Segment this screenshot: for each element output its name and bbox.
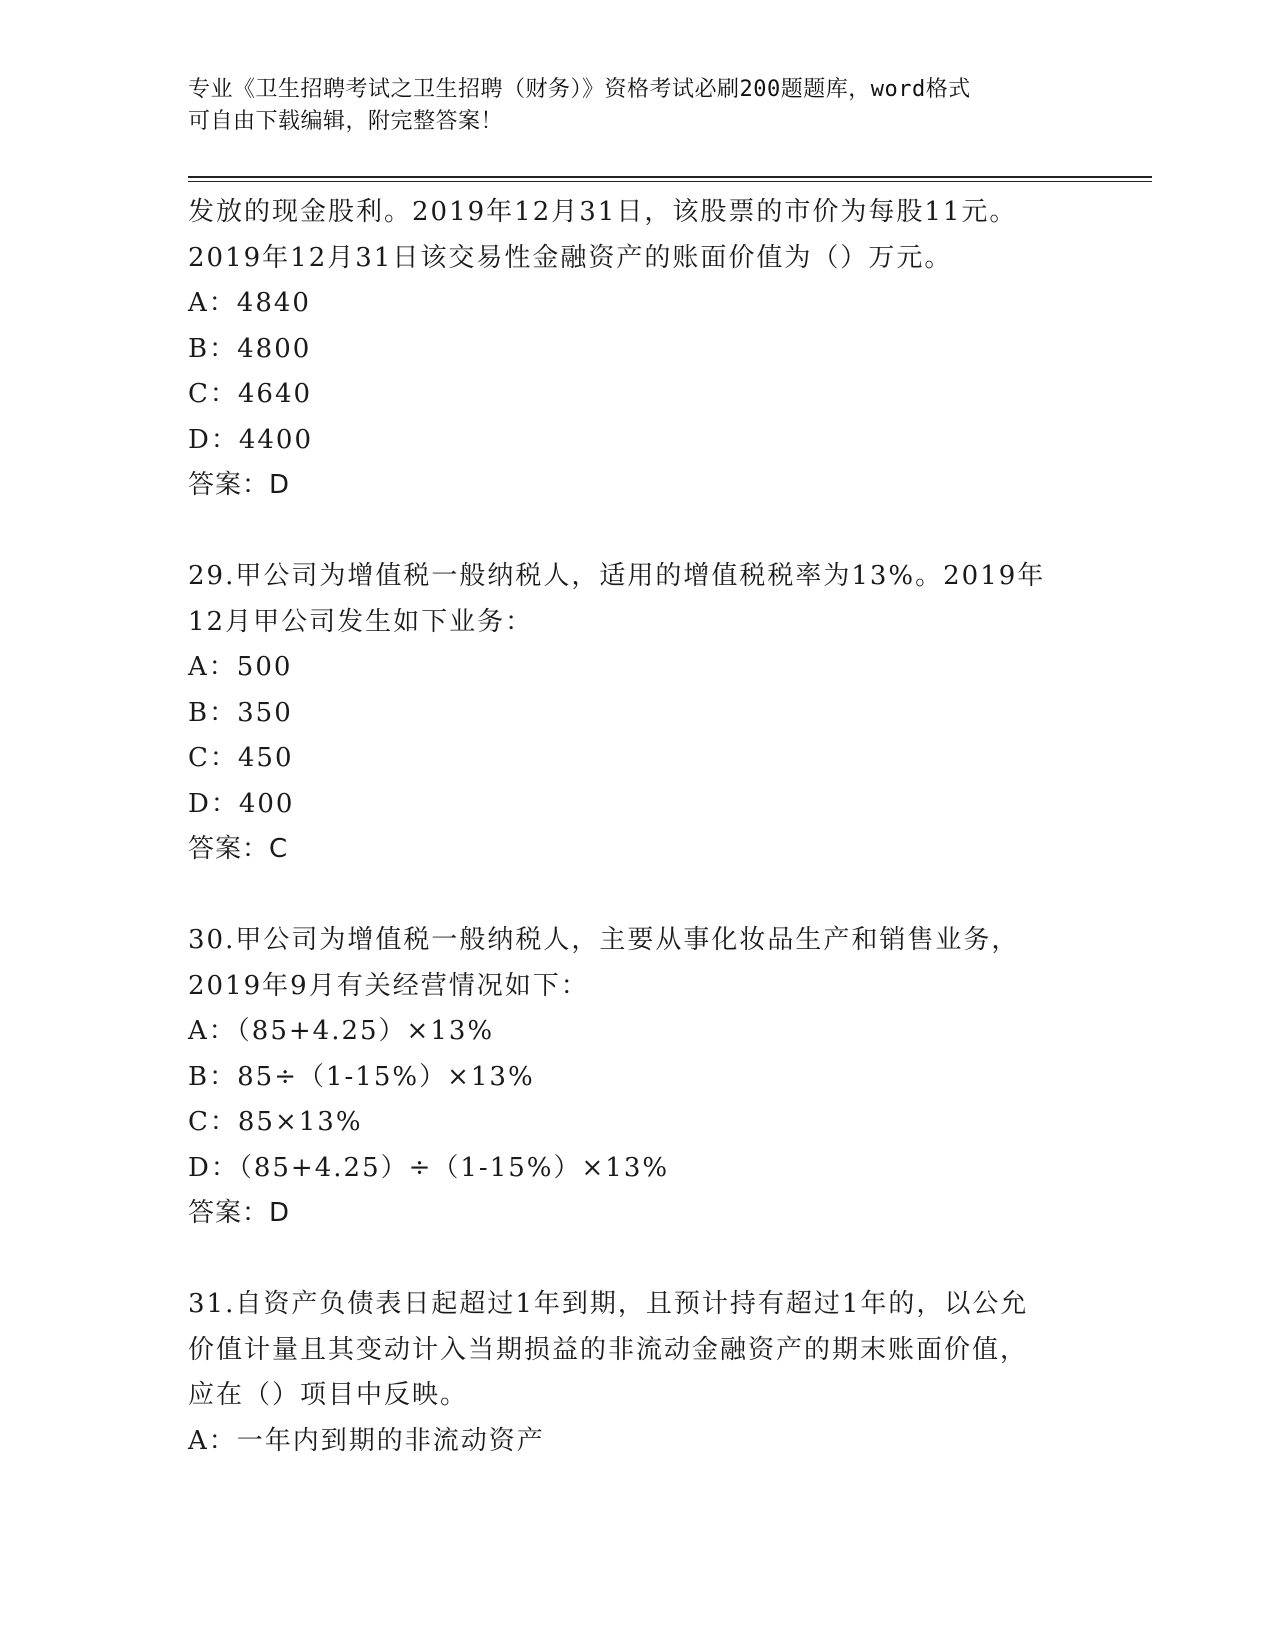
page-header bbox=[188, 74, 1068, 138]
option-d: D：400 bbox=[188, 788, 295, 819]
option-c: C：450 bbox=[188, 743, 294, 773]
question-stem-line: 2019年12月31日该交易性金融资产的账面价值为（）万元。 bbox=[188, 242, 953, 273]
option-d: D：（85+4.25）÷（1-15%）×13% bbox=[188, 1152, 670, 1183]
option-a: A：4840 bbox=[188, 288, 311, 318]
question-content bbox=[188, 190, 1088, 1464]
question-stem-line: 12月甲公司发生如下业务： bbox=[188, 606, 534, 637]
question-30 bbox=[188, 918, 1088, 1237]
option-b: B：350 bbox=[188, 697, 293, 728]
answer-label: 答案：D bbox=[188, 470, 291, 500]
option-a: A：500 bbox=[188, 652, 293, 682]
spacer bbox=[188, 1237, 1088, 1283]
option-c: C：85×13% bbox=[188, 1107, 363, 1137]
spacer bbox=[188, 873, 1088, 919]
header-title-line-2: 可自由下载编辑，附完整答案！ bbox=[188, 109, 504, 134]
option-a: A：（85+4.25）×13% bbox=[188, 1016, 495, 1046]
question-29 bbox=[188, 554, 1088, 873]
option-c: C：4640 bbox=[188, 379, 313, 409]
question-28 bbox=[188, 190, 1088, 509]
spacer bbox=[188, 509, 1088, 555]
header-title-line-1: 专业《卫生招聘考试之卫生招聘（财务）》资格考试必刷200题题库，word格式 bbox=[188, 77, 971, 102]
question-stem-line: 30.甲公司为增值税一般纳税人，主要从事化妆品生产和销售业务， bbox=[188, 925, 1020, 955]
header-divider bbox=[188, 176, 1152, 182]
question-stem-line: 发放的现金股利。2019年12月31日，该股票的市价为每股11元。 bbox=[188, 197, 1018, 227]
question-stem-line: 31.自资产负债表日起超过1年到期，且预计持有超过1年的，以公允 bbox=[188, 1289, 1029, 1319]
option-b: B：85÷（1-15%）×13% bbox=[188, 1061, 535, 1092]
option-d: D：4400 bbox=[188, 424, 314, 455]
answer-label: 答案：C bbox=[188, 834, 289, 864]
question-stem-line: 应在（）项目中反映。 bbox=[188, 1380, 469, 1410]
question-stem-line: 价值计量且其变动计入当期损益的非流动金融资产的期末账面价值， bbox=[188, 1334, 1029, 1365]
answer-label: 答案：D bbox=[188, 1198, 291, 1228]
question-31 bbox=[188, 1282, 1088, 1464]
question-stem-line: 29.甲公司为增值税一般纳税人，适用的增值税税率为13%。2019年 bbox=[188, 561, 1046, 591]
question-stem-line: 2019年9月有关经营情况如下： bbox=[188, 970, 589, 1001]
option-a: A：一年内到期的非流动资产 bbox=[188, 1425, 545, 1456]
option-b: B：4800 bbox=[188, 333, 312, 364]
